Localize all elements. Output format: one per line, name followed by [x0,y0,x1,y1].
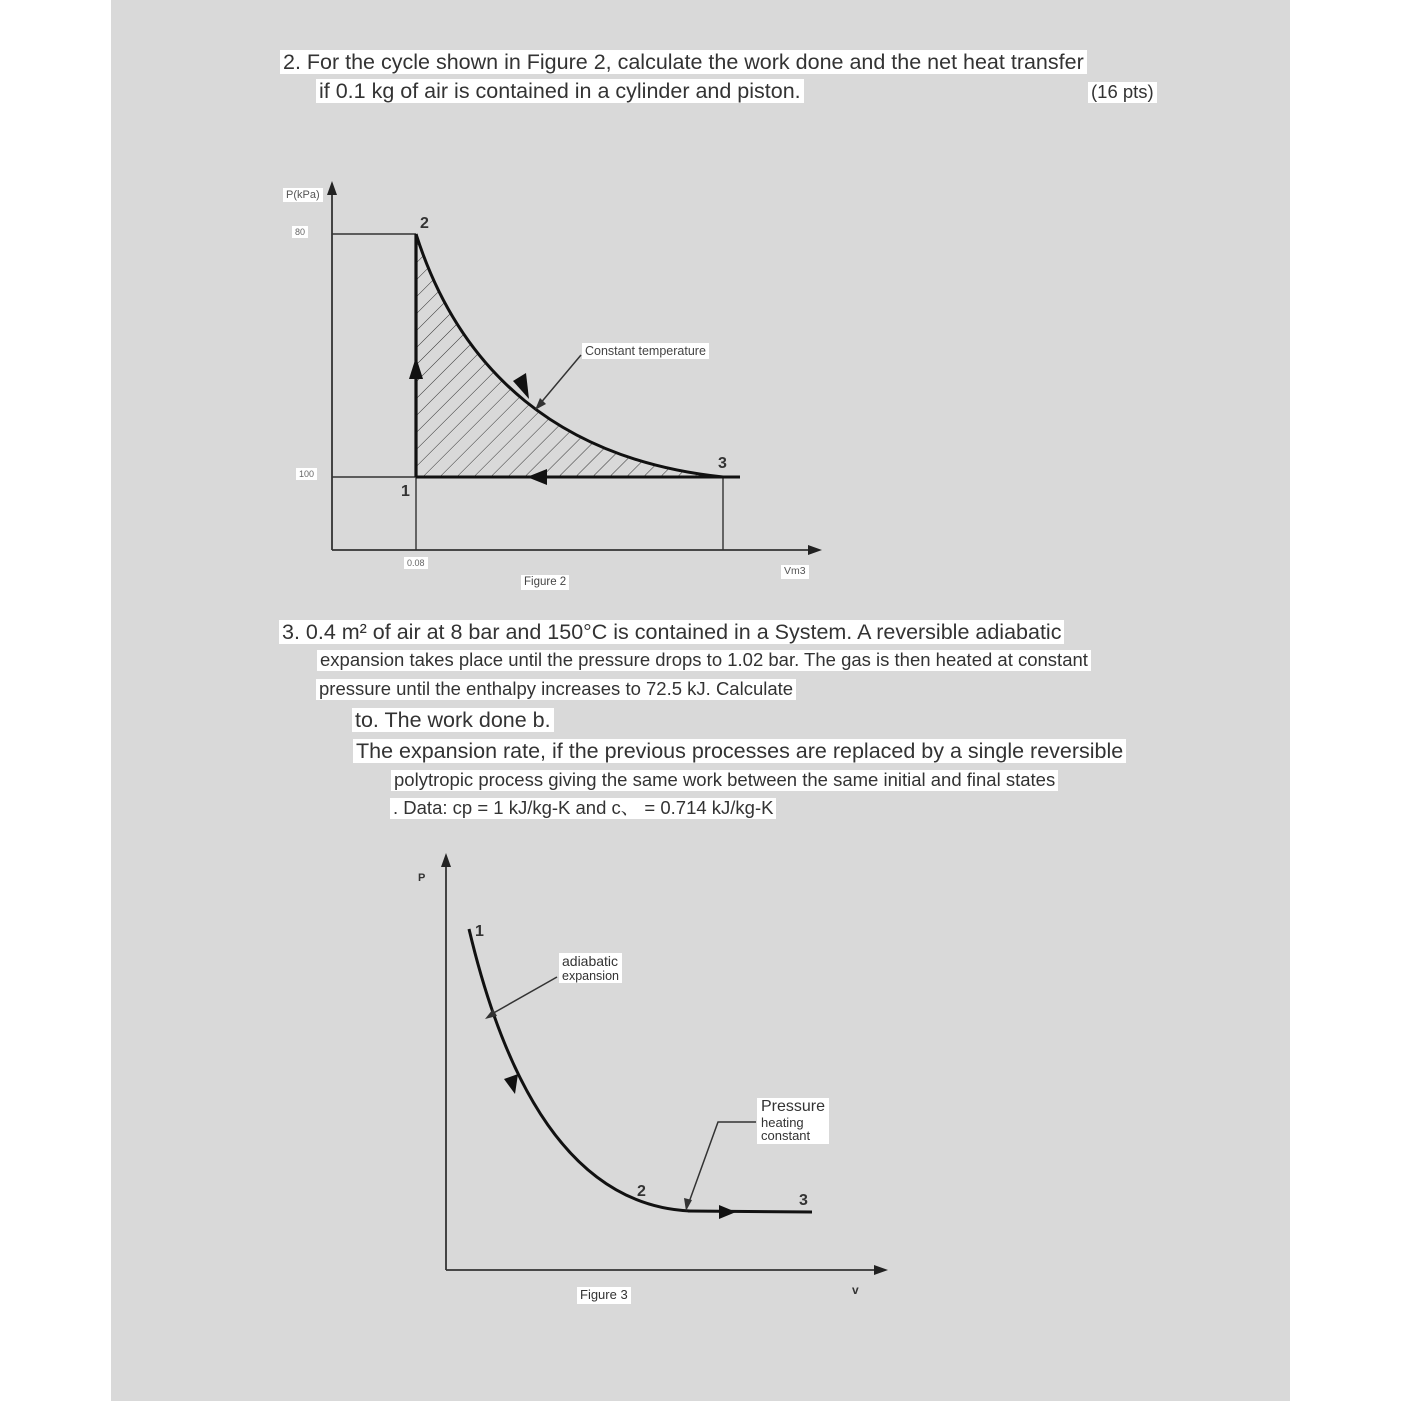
figure-3-x-axis-label: v [852,1283,859,1297]
question-3-line-7: . Data: cp = 1 kJ/kg-K and c、 = 0.714 kJ/kg-K [390,798,776,819]
figure-2-state-1: 1 [401,483,410,500]
question-3-line-4: to. The work done b. [352,708,554,732]
figure-2-y-tick-bottom: 100 [296,468,317,480]
figure-3-pressure-label [757,1098,829,1144]
figure-3-x-axis-arrow [874,1265,888,1275]
figure-3-pressure-label-line-2: heating [761,1114,804,1130]
question-3-line-3: pressure until the enthalpy increases to 72.5 kJ. Calculate [316,679,796,700]
figure-3-pressure-label-line-1: Pressure [761,1098,826,1115]
figure-2-annotation: Constant temperature [582,343,709,359]
figure-3-adiabatic-label-line-1: adiabatic [562,953,619,969]
figure-3-arrow-line [719,1205,736,1219]
figure-3-y-axis-arrow [441,853,451,867]
figure-2-x-tick: 0.08 [404,557,428,569]
figure-3-pressure-pointer [688,1122,756,1205]
figure-3-adiabatic-label [559,953,622,983]
figure-3-state-1: 1 [475,923,484,940]
question-3-line-1: 3. 0.4 m² of air at 8 bar and 150°C is contained in a System. A reversible adiabatic [279,620,1064,644]
figure-3-y-axis-label: P [418,872,426,884]
figure-3-arrow-curve [504,1074,518,1094]
figure-3-state-2: 2 [637,1183,646,1200]
figure-3-state-3: 3 [799,1192,808,1209]
figure-2-state-2: 2 [420,215,429,232]
question-3-line-5: The expansion rate, if the previous processes are replaced by a single reversible [353,739,1126,763]
figure-3-adiabatic-label-line-2: expansion [562,968,619,983]
figure-3-caption: Figure 3 [577,1287,631,1304]
figure-3-isobaric-line [688,1211,812,1212]
question-2-points: (16 pts) [1088,82,1157,103]
figure-2-state-3: 3 [718,455,727,472]
figure-3-pressure-label-line-3: constant [761,1128,811,1144]
figure-2-y-axis-label: P(kPa) [283,188,323,202]
question-3-line-6: polytropic process giving the same work between the same initial and final states [391,770,1058,791]
figure-3-adiabatic-pointer [490,977,557,1015]
question-3-line-2: expansion takes place until the pressure drops to 1.02 bar. The gas is then heated at constant [317,650,1091,671]
figure-2-x-axis-label: Vm3 [781,565,809,579]
figure-2-y-tick-top: 80 [292,226,308,238]
question-2-line-1: 2. For the cycle shown in Figure 2, calculate the work done and the net heat transfer [280,50,1087,74]
figure-2-caption: Figure 2 [521,575,569,590]
question-2-line-2: if 0.1 kg of air is contained in a cylinder and piston. [316,79,804,103]
